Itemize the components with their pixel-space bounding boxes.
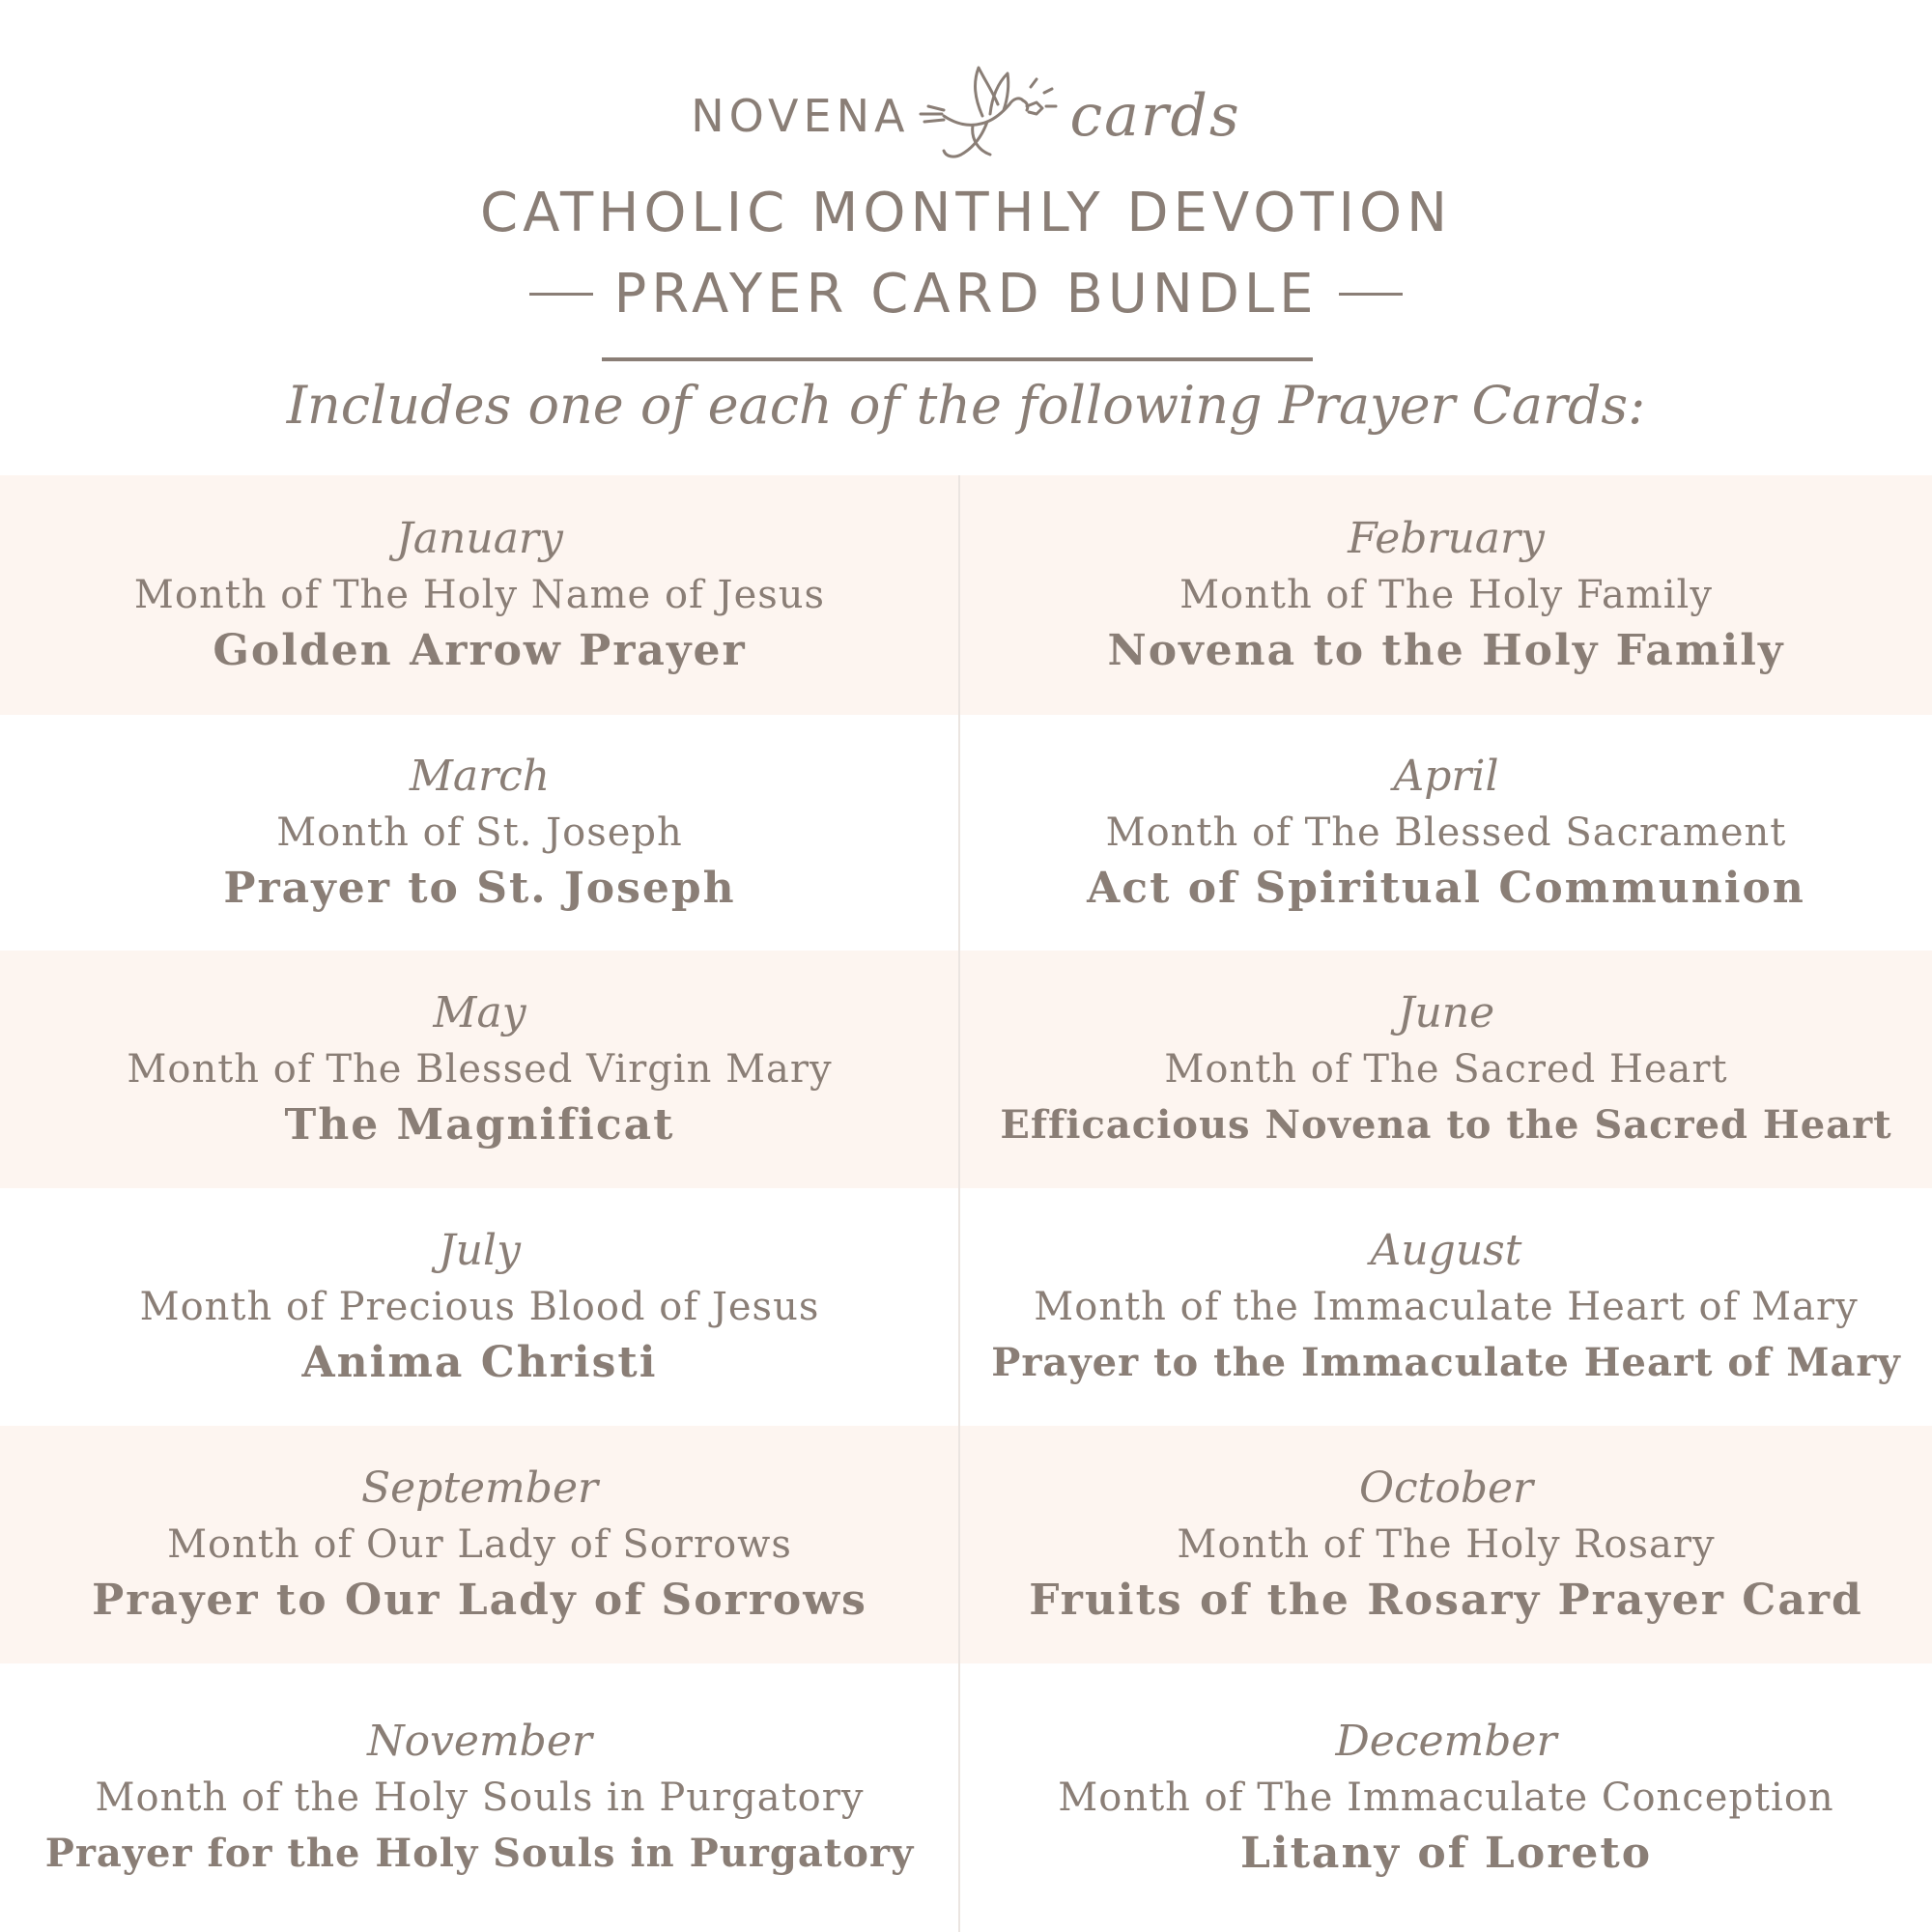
card-devotion: Month of The Immaculate Conception	[1058, 1776, 1834, 1820]
page-subtitle-banner	[0, 263, 1932, 326]
grid-row-5	[0, 1426, 1932, 1663]
card-month: September	[360, 1463, 599, 1513]
card-march	[0, 715, 959, 951]
card-prayer: Golden Arrow Prayer	[213, 626, 747, 675]
card-august	[960, 1188, 1932, 1426]
card-devotion: Month of The Blessed Sacrament	[1105, 810, 1787, 855]
card-month: February	[1348, 514, 1545, 563]
card-devotion: Month of the Holy Souls in Purgatory	[95, 1776, 865, 1820]
card-october	[960, 1426, 1932, 1663]
grid-row-1	[0, 475, 1932, 715]
card-devotion: Month of The Sacred Heart	[1164, 1047, 1728, 1092]
column-divider	[958, 475, 960, 1932]
grid-row-3	[0, 951, 1932, 1188]
card-month: April	[1393, 752, 1499, 801]
card-devotion: Month of the Immaculate Heart of Mary	[1034, 1285, 1859, 1329]
prayer-card-grid	[0, 475, 1932, 1932]
card-january	[0, 475, 959, 715]
card-devotion: Month of St. Joseph	[276, 810, 683, 855]
card-december	[960, 1663, 1932, 1932]
card-prayer: Act of Spiritual Communion	[1087, 864, 1805, 913]
card-month: December	[1335, 1717, 1557, 1766]
title-rule	[602, 357, 1313, 361]
card-month: May	[433, 988, 526, 1037]
card-june	[960, 951, 1932, 1188]
dove-icon	[915, 58, 1060, 174]
card-devotion: Month of The Holy Rosary	[1177, 1522, 1716, 1567]
card-november	[0, 1663, 959, 1932]
card-february	[960, 475, 1932, 715]
card-month: March	[409, 752, 551, 801]
dash-left	[529, 293, 593, 296]
grid-row-4	[0, 1188, 1932, 1426]
card-prayer: Fruits of the Rosary Prayer Card	[1029, 1576, 1863, 1625]
card-month: October	[1358, 1463, 1534, 1513]
card-month: January	[396, 514, 563, 563]
card-prayer: Anima Christi	[301, 1338, 658, 1387]
page-title: CATHOLIC MONTHLY DEVOTION	[479, 182, 1453, 244]
card-month: November	[367, 1717, 592, 1766]
grid-row-6	[0, 1663, 1932, 1932]
dash-right	[1339, 293, 1403, 296]
card-devotion: Month of The Blessed Virgin Mary	[127, 1047, 833, 1092]
brand-logo	[0, 53, 1932, 179]
card-prayer: Litany of Loreto	[1239, 1829, 1653, 1878]
banner-text: PRAYER CARD BUNDLE	[613, 263, 1319, 326]
card-prayer: Prayer to St. Joseph	[223, 864, 736, 913]
card-july	[0, 1188, 959, 1426]
card-devotion: Month of The Holy Family	[1179, 573, 1713, 617]
header	[0, 0, 1932, 473]
card-prayer: The Magnificat	[284, 1100, 675, 1150]
card-april	[960, 715, 1932, 951]
grid-row-2	[0, 715, 1932, 951]
card-prayer: Prayer for the Holy Souls in Purgatory	[44, 1831, 915, 1876]
card-devotion: Month of Precious Blood of Jesus	[139, 1285, 820, 1329]
card-month: August	[1370, 1226, 1522, 1275]
card-prayer: Prayer to Our Lady of Sorrows	[92, 1576, 867, 1625]
card-prayer: Prayer to the Immaculate Heart of Mary	[991, 1340, 1901, 1385]
intro-text: Includes one of each of the following Prayer Cards:	[286, 375, 1646, 436]
card-prayer: Novena to the Holy Family	[1107, 626, 1785, 675]
card-september	[0, 1426, 959, 1663]
card-month: July	[439, 1226, 521, 1275]
brand-script: cards	[1069, 82, 1241, 150]
card-month: June	[1397, 988, 1495, 1037]
card-devotion: Month of The Holy Name of Jesus	[133, 573, 826, 617]
card-prayer: Efficacious Novena to the Sacred Heart	[1000, 1102, 1892, 1148]
card-may	[0, 951, 959, 1188]
brand-word: NOVENA	[691, 90, 910, 142]
card-devotion: Month of Our Lady of Sorrows	[167, 1522, 792, 1567]
